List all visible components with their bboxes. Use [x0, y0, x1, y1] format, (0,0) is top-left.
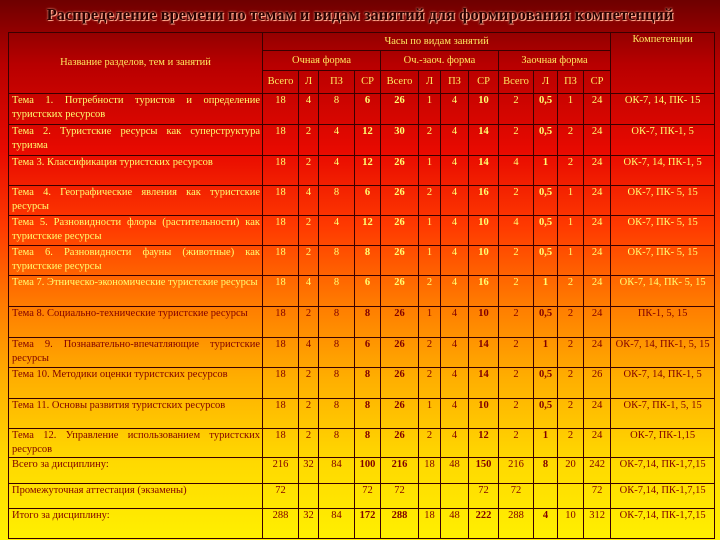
header-sub-1-2: ПЗ — [441, 71, 469, 94]
row-name: Тема 7. Этническо-экономические туристские ресурсы — [9, 276, 263, 307]
row-value: 1 — [534, 429, 558, 458]
row-value: 24 — [584, 338, 611, 368]
row-name: Тема 3. Классификация туристских ресурсов — [9, 156, 263, 186]
row-name: Тема 2. Туристские ресурсы как суперструктура туризма — [9, 125, 263, 156]
row-competencies: ОК-7, ПК- 5, 15 — [611, 186, 715, 216]
row-name: Тема 10. Методики оценки туристских ресурсов — [9, 368, 263, 399]
table-row — [9, 307, 715, 338]
row-name: Тема 5. Разновидности флоры (растительности) как туристские ресурсы — [9, 216, 263, 246]
row-name: Всего за дисциплину: — [9, 458, 263, 484]
row-value: 72 — [499, 484, 534, 509]
row-value: 8 — [319, 94, 355, 125]
row-name: Промежуточная аттестация (экзамены) — [9, 484, 263, 509]
row-value: 26 — [381, 399, 419, 429]
row-value: 6 — [355, 338, 381, 368]
row-value: 24 — [584, 399, 611, 429]
row-value: 8 — [355, 429, 381, 458]
row-value: 2 — [499, 276, 534, 307]
row-value: 2 — [558, 156, 584, 186]
row-value: 2 — [558, 276, 584, 307]
row-value: 216 — [499, 458, 534, 484]
row-value: 0,5 — [534, 307, 558, 338]
row-value: 2 — [299, 246, 319, 276]
row-value — [534, 484, 558, 509]
row-value: 6 — [355, 276, 381, 307]
header-name: Название разделов, тем и занятий — [9, 33, 263, 94]
row-value: 10 — [469, 399, 499, 429]
row-value: 1 — [419, 307, 441, 338]
row-value: 2 — [499, 429, 534, 458]
row-value: 14 — [469, 368, 499, 399]
row-value: 8 — [355, 399, 381, 429]
row-value: 14 — [469, 125, 499, 156]
row-value: 0,5 — [534, 216, 558, 246]
table-row — [9, 368, 715, 399]
row-value: 72 — [381, 484, 419, 509]
row-value: 2 — [499, 186, 534, 216]
row-value: 32 — [299, 458, 319, 484]
row-value: 10 — [469, 246, 499, 276]
row-value: 4 — [441, 429, 469, 458]
row-value: 8 — [319, 246, 355, 276]
row-name: Тема 4. Географические явления как туристские ресурсы — [9, 186, 263, 216]
row-value: 2 — [419, 338, 441, 368]
header-sub-2-3: СР — [584, 71, 611, 94]
row-value: 2 — [419, 429, 441, 458]
row-name: Тема 1. Потребности туристов и определение туристских ресурсов — [9, 94, 263, 125]
row-value: 16 — [469, 276, 499, 307]
row-value: 2 — [419, 276, 441, 307]
row-value: 2 — [419, 368, 441, 399]
header-sub-1-3: СР — [469, 71, 499, 94]
row-value: 18 — [263, 94, 299, 125]
row-value: 26 — [381, 368, 419, 399]
row-value: 242 — [584, 458, 611, 484]
header-sub-0-3: СР — [355, 71, 381, 94]
row-value: 8 — [319, 307, 355, 338]
header-sub-2-0: Всего — [499, 71, 534, 94]
row-value: 4 — [441, 307, 469, 338]
row-value — [299, 484, 319, 509]
row-value: 2 — [558, 307, 584, 338]
row-value: 18 — [419, 509, 441, 539]
row-value: 4 — [299, 276, 319, 307]
row-value: 8 — [319, 399, 355, 429]
row-value: 2 — [299, 125, 319, 156]
row-value: 0,5 — [534, 368, 558, 399]
row-value: 4 — [441, 94, 469, 125]
row-value: 72 — [355, 484, 381, 509]
row-value: 18 — [419, 458, 441, 484]
row-value: 2 — [499, 246, 534, 276]
header-sub-2-1: Л — [534, 71, 558, 94]
row-competencies: ОК-7,14, ПК-1,7,15 — [611, 509, 715, 539]
row-value: 2 — [299, 429, 319, 458]
row-value: 1 — [558, 186, 584, 216]
row-value: 1 — [558, 94, 584, 125]
row-value: 18 — [263, 186, 299, 216]
row-value — [441, 484, 469, 509]
row-value: 12 — [469, 429, 499, 458]
row-value: 24 — [584, 246, 611, 276]
row-value: 2 — [299, 156, 319, 186]
row-value: 150 — [469, 458, 499, 484]
row-value: 4 — [441, 186, 469, 216]
row-value: 172 — [355, 509, 381, 539]
row-name: Тема 8. Социально-технические туристские ресурсы — [9, 307, 263, 338]
row-value: 24 — [584, 276, 611, 307]
row-value: 4 — [534, 509, 558, 539]
row-competencies: ОК-7, ПК-1,15 — [611, 429, 715, 458]
row-value: 26 — [381, 94, 419, 125]
row-value: 2 — [419, 125, 441, 156]
row-value: 48 — [441, 458, 469, 484]
row-value: 4 — [499, 216, 534, 246]
row-value: 4 — [441, 125, 469, 156]
table-row — [9, 338, 715, 368]
row-value — [558, 484, 584, 509]
row-value: 2 — [419, 186, 441, 216]
row-value: 4 — [441, 338, 469, 368]
row-value: 4 — [299, 94, 319, 125]
row-value: 1 — [534, 156, 558, 186]
row-value: 2 — [299, 399, 319, 429]
table-row — [9, 509, 715, 539]
row-value: 288 — [499, 509, 534, 539]
row-value: 8 — [319, 186, 355, 216]
row-value: 2 — [499, 338, 534, 368]
row-value: 4 — [441, 246, 469, 276]
row-value: 0,5 — [534, 246, 558, 276]
row-value: 32 — [299, 509, 319, 539]
row-value: 2 — [558, 429, 584, 458]
row-competencies: ОК-7, 14, ПК- 5, 15 — [611, 276, 715, 307]
row-value: 18 — [263, 216, 299, 246]
row-value: 26 — [381, 307, 419, 338]
row-value: 2 — [499, 94, 534, 125]
row-value: 8 — [355, 307, 381, 338]
row-name: Тема 12. Управление использованием туристских ресурсов — [9, 429, 263, 458]
row-value: 2 — [499, 399, 534, 429]
row-competencies: ОК-7, ПК-1, 5 — [611, 125, 715, 156]
table-row — [9, 276, 715, 307]
header-sub-0-2: ПЗ — [319, 71, 355, 94]
row-value: 2 — [499, 125, 534, 156]
row-value: 8 — [319, 368, 355, 399]
row-value: 8 — [355, 368, 381, 399]
row-value: 18 — [263, 246, 299, 276]
table-row — [9, 458, 715, 484]
row-value: 4 — [441, 368, 469, 399]
table-row — [9, 94, 715, 125]
row-value: 2 — [558, 125, 584, 156]
row-competencies: ОК-7,14, ПК-1,7,15 — [611, 458, 715, 484]
row-value: 1 — [558, 216, 584, 246]
row-value: 4 — [441, 276, 469, 307]
row-value: 1 — [419, 216, 441, 246]
header-sub-1-0: Всего — [381, 71, 419, 94]
row-value: 0,5 — [534, 399, 558, 429]
hours-distribution-table — [8, 32, 715, 539]
row-value: 2 — [499, 368, 534, 399]
row-value: 12 — [355, 125, 381, 156]
row-value: 4 — [319, 125, 355, 156]
row-value: 8 — [319, 338, 355, 368]
row-value: 4 — [441, 399, 469, 429]
row-value: 72 — [584, 484, 611, 509]
row-value: 2 — [558, 338, 584, 368]
row-value: 2 — [299, 216, 319, 246]
row-value: 1 — [534, 338, 558, 368]
row-value: 10 — [469, 307, 499, 338]
row-value: 1 — [419, 156, 441, 186]
row-value — [319, 484, 355, 509]
row-value: 312 — [584, 509, 611, 539]
row-value: 84 — [319, 509, 355, 539]
row-value: 4 — [299, 338, 319, 368]
table-row — [9, 484, 715, 509]
row-value: 18 — [263, 276, 299, 307]
row-value: 24 — [584, 429, 611, 458]
row-value: 26 — [381, 246, 419, 276]
row-value: 24 — [584, 94, 611, 125]
header-form-distance: Заочная форма — [499, 51, 611, 71]
header-sub-0-0: Всего — [263, 71, 299, 94]
row-competencies: ОК-7, 14, ПК- 15 — [611, 94, 715, 125]
row-value: 20 — [558, 458, 584, 484]
row-value: 18 — [263, 399, 299, 429]
header-competencies: Компетенции — [611, 33, 715, 94]
row-value: 10 — [469, 216, 499, 246]
row-competencies: ПК-1, 5, 15 — [611, 307, 715, 338]
row-name: Тема 11. Основы развития туристских ресурсов — [9, 399, 263, 429]
row-value: 0,5 — [534, 94, 558, 125]
table-row — [9, 216, 715, 246]
row-value: 8 — [355, 246, 381, 276]
header-form-fulltime: Очная форма — [263, 51, 381, 71]
row-value: 216 — [381, 458, 419, 484]
row-competencies: ОК-7, ПК-1, 5, 15 — [611, 399, 715, 429]
row-value: 0,5 — [534, 186, 558, 216]
table-row — [9, 125, 715, 156]
table-row — [9, 429, 715, 458]
row-value: 10 — [558, 509, 584, 539]
row-value: 1 — [558, 246, 584, 276]
row-name: Тема 6. Разновидности фауны (животные) как туристские ресурсы — [9, 246, 263, 276]
row-value: 1 — [419, 399, 441, 429]
row-value: 84 — [319, 458, 355, 484]
row-competencies: ОК-7, ПК- 5, 15 — [611, 216, 715, 246]
row-value: 26 — [381, 338, 419, 368]
row-value: 26 — [381, 276, 419, 307]
header-sub-1-1: Л — [419, 71, 441, 94]
row-value: 30 — [381, 125, 419, 156]
row-value: 100 — [355, 458, 381, 484]
row-value: 18 — [263, 429, 299, 458]
row-value: 8 — [319, 429, 355, 458]
row-competencies: ОК-7,14, ПК-1,7,15 — [611, 484, 715, 509]
row-name: Итого за дисциплину: — [9, 509, 263, 539]
row-value: 0,5 — [534, 125, 558, 156]
row-value: 26 — [381, 429, 419, 458]
row-value: 18 — [263, 125, 299, 156]
row-competencies: ОК-7, 14, ПК-1, 5 — [611, 156, 715, 186]
row-value: 72 — [263, 484, 299, 509]
row-value: 4 — [299, 186, 319, 216]
row-value: 26 — [381, 186, 419, 216]
row-value: 222 — [469, 509, 499, 539]
header-sub-0-1: Л — [299, 71, 319, 94]
row-value: 4 — [441, 216, 469, 246]
row-value: 4 — [319, 156, 355, 186]
row-value: 2 — [558, 368, 584, 399]
row-value: 24 — [584, 186, 611, 216]
row-name: Тема 9. Познавательно-впечатляющие туристские ресурсы — [9, 338, 263, 368]
row-value: 6 — [355, 186, 381, 216]
row-value: 14 — [469, 338, 499, 368]
row-value: 8 — [534, 458, 558, 484]
row-value: 24 — [584, 156, 611, 186]
row-value: 18 — [263, 156, 299, 186]
row-value: 18 — [263, 368, 299, 399]
header-sub-2-2: ПЗ — [558, 71, 584, 94]
table-row — [9, 246, 715, 276]
table-row — [9, 156, 715, 186]
row-value: 24 — [584, 307, 611, 338]
row-value: 1 — [419, 94, 441, 125]
row-value: 4 — [319, 216, 355, 246]
row-value: 26 — [584, 368, 611, 399]
header-form-parttime: Оч.-заоч. форма — [381, 51, 499, 71]
row-value: 2 — [299, 307, 319, 338]
row-competencies: ОК-7, ПК- 5, 15 — [611, 246, 715, 276]
row-value: 48 — [441, 509, 469, 539]
row-value: 16 — [469, 186, 499, 216]
row-value: 10 — [469, 94, 499, 125]
table-row — [9, 399, 715, 429]
row-value: 288 — [381, 509, 419, 539]
row-value: 2 — [558, 399, 584, 429]
row-value: 26 — [381, 156, 419, 186]
row-value: 4 — [499, 156, 534, 186]
row-value: 12 — [355, 156, 381, 186]
row-value: 24 — [584, 216, 611, 246]
row-value: 288 — [263, 509, 299, 539]
row-value: 24 — [584, 125, 611, 156]
row-value: 18 — [263, 307, 299, 338]
row-value: 2 — [299, 368, 319, 399]
row-value: 14 — [469, 156, 499, 186]
row-value: 1 — [419, 246, 441, 276]
table-row — [9, 186, 715, 216]
row-value: 8 — [319, 276, 355, 307]
header-hours: Часы по видам занятий — [263, 33, 611, 51]
row-value: 1 — [534, 276, 558, 307]
row-value: 12 — [355, 216, 381, 246]
row-value: 18 — [263, 338, 299, 368]
row-value: 26 — [381, 216, 419, 246]
row-value: 72 — [469, 484, 499, 509]
slide-title: Распределение времени по темам и видам занятий для формирования компетенций — [46, 5, 674, 24]
row-value — [419, 484, 441, 509]
row-value: 216 — [263, 458, 299, 484]
row-value: 2 — [499, 307, 534, 338]
row-competencies: ОК-7, 14, ПК-1, 5 — [611, 368, 715, 399]
row-value: 6 — [355, 94, 381, 125]
row-competencies: ОК-7, 14, ПК-1, 5, 15 — [611, 338, 715, 368]
row-value: 4 — [441, 156, 469, 186]
